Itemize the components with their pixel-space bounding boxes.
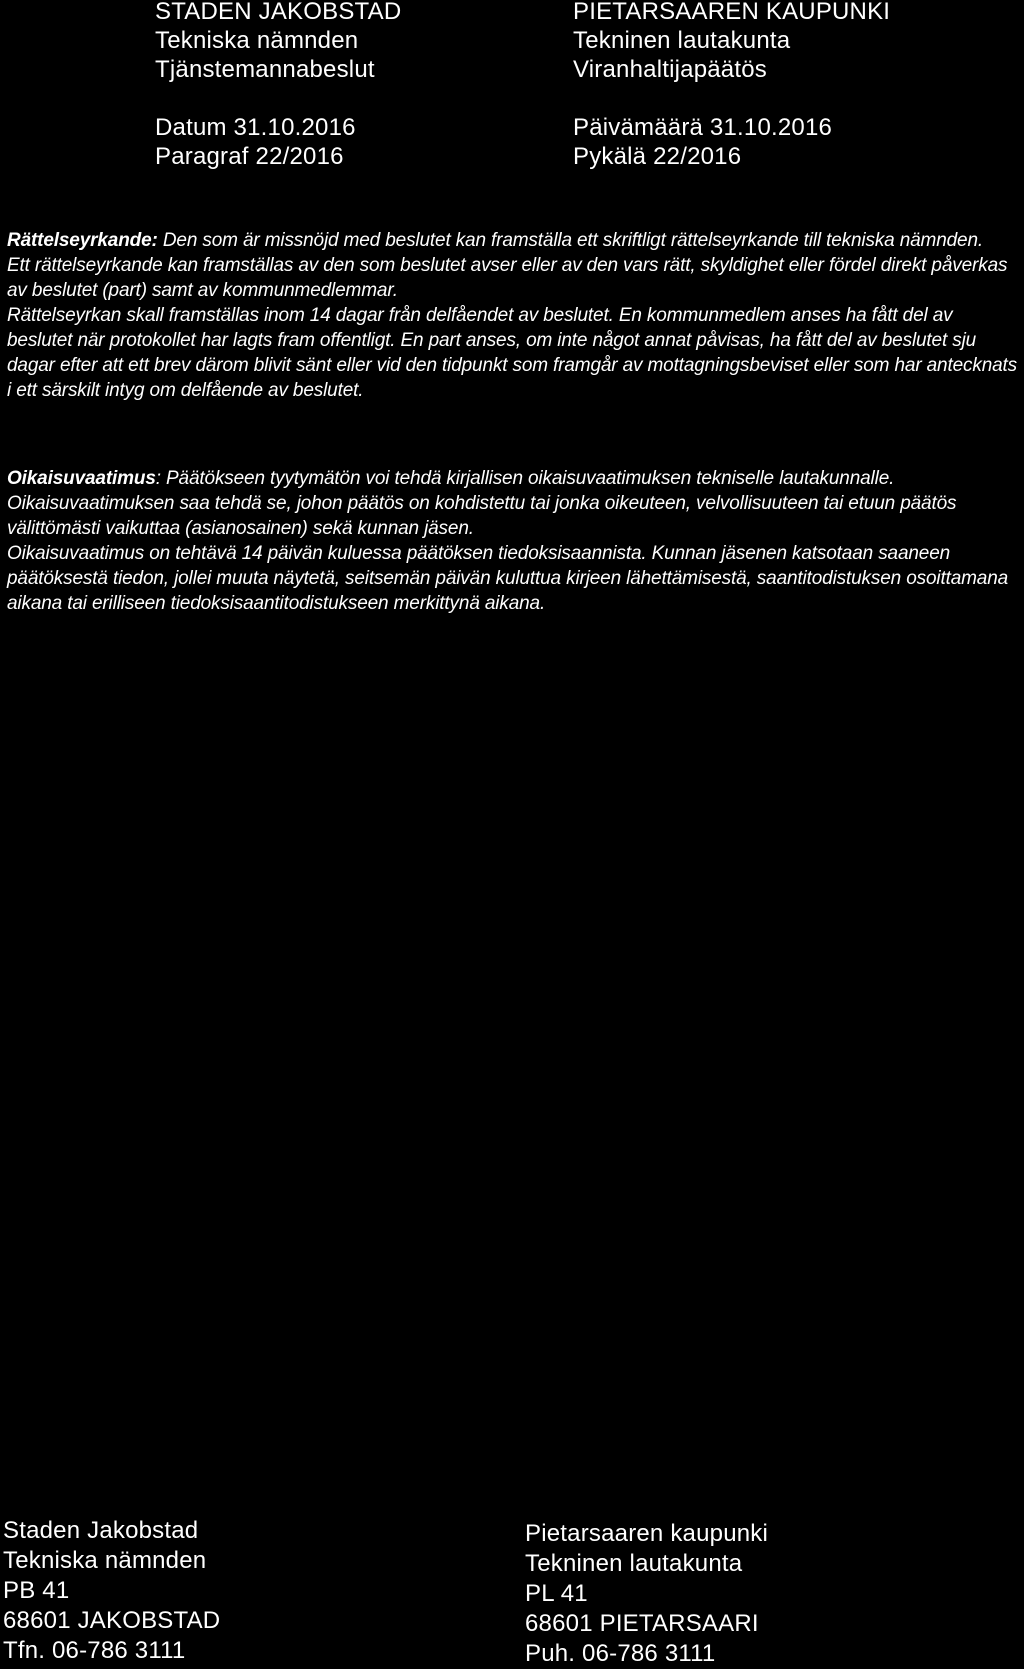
instructions-swedish-paragraph-2: Ett rättelseyrkande kan framställas av den som beslutet avser eller av den vars rätt, skyldighet eller fördel direkt påverkas av beslutet (part) samt av kommunmedlemmar. <box>7 255 1008 301</box>
instructions-swedish <box>7 228 1019 403</box>
header-finnish <box>573 0 890 171</box>
header-swedish-decision-type: Tjänstemannabeslut <box>155 56 375 83</box>
footer-swedish-postal: 68601 JAKOBSTAD <box>3 1607 221 1634</box>
instructions-finnish-intro <box>7 466 1019 491</box>
header-swedish-paragraph: Paragraf 22/2016 <box>155 143 344 170</box>
footer-swedish-city: Staden Jakobstad <box>3 1517 199 1544</box>
instructions-swedish-paragraph-3: Rättelseyrkan skall framställas inom 14 dagar från delfåendet av beslutet. En kommunmedlem anses ha fått del av beslutet när protokollet har lagts fram offentligt. En part anses, om inte något annat påvisas, ha fått del av beslutet sju dagar efter att ett brev därom blivit sänt eller vid den tidpunkt som framgår av mottagningsbeviset eller som har antecknats i ett särskilt intyg om delfående av beslutet. <box>7 305 1018 401</box>
header-swedish-city: STADEN JAKOBSTAD <box>155 0 402 25</box>
instructions-finnish-paragraph-3: Oikaisuvaatimus on tehtävä 14 päivän kuluessa päätöksen tiedoksisaannista. Kunnan jäsenen katsotaan saaneen päätöksestä tiedon, jollei muuta näytetä, seitsemän päivän kuluttua kirjeen lähettämisestä, saantitodistuksen osoittamana aikana tai erilliseen tiedoksisaantitodistukseen merkittynä aikana. <box>7 543 1009 614</box>
header-swedish-board: Tekniska nämnden <box>155 27 359 54</box>
instructions-finnish <box>7 466 1019 616</box>
header-finnish-board: Tekninen lautakunta <box>573 27 791 54</box>
footer-finnish-phone: Puh. 06-786 3111 <box>525 1640 716 1667</box>
instructions-finnish-lead-text: : Päätökseen tyytymätön voi tehdä kirjallisen oikaisuvaatimuksen tekniselle lautakunnalle. <box>155 468 895 489</box>
header-finnish-decision-type: Viranhaltijapäätös <box>573 56 767 83</box>
footer-finnish-po-box: PL 41 <box>525 1580 588 1607</box>
footer-swedish-board: Tekniska nämnden <box>3 1547 207 1574</box>
header-finnish-city: PIETARSAAREN KAUPUNKI <box>573 0 891 25</box>
footer-finnish-city: Pietarsaaren kaupunki <box>525 1520 769 1547</box>
footer-finnish-postal: 68601 PIETARSAARI <box>525 1610 759 1637</box>
instructions-finnish-paragraph-2: Oikaisuvaatimuksen saa tehdä se, johon päätös on kohdistettu tai jonka oikeuteen, velvollisuuteen tai etuun päätös välittömästi vaikuttaa (asianosainen) sekä kunnan jäsen. <box>7 493 957 539</box>
header-finnish-paragraph: Pykälä 22/2016 <box>573 143 742 170</box>
header-swedish-date: Datum 31.10.2016 <box>155 114 356 141</box>
footer-finnish-board: Tekninen lautakunta <box>525 1550 743 1577</box>
header-swedish <box>155 0 401 171</box>
footer-swedish-address <box>3 1516 220 1666</box>
header-finnish-date: Päivämäärä 31.10.2016 <box>573 114 833 141</box>
footer-swedish-phone: Tfn. 06-786 3111 <box>3 1637 186 1664</box>
instructions-finnish-lead-label: Oikaisuvaatimus <box>7 468 156 489</box>
instructions-swedish-lead-label: Rättelseyrkande: <box>7 230 158 251</box>
instructions-swedish-lead-text: Den som är missnöjd med beslutet kan framställa ett skriftligt rättelseyrkande till tekniska nämnden. <box>157 230 984 251</box>
instructions-swedish-intro <box>7 228 1019 253</box>
footer-finnish-address <box>525 1519 768 1669</box>
footer-swedish-po-box: PB 41 <box>3 1577 70 1604</box>
